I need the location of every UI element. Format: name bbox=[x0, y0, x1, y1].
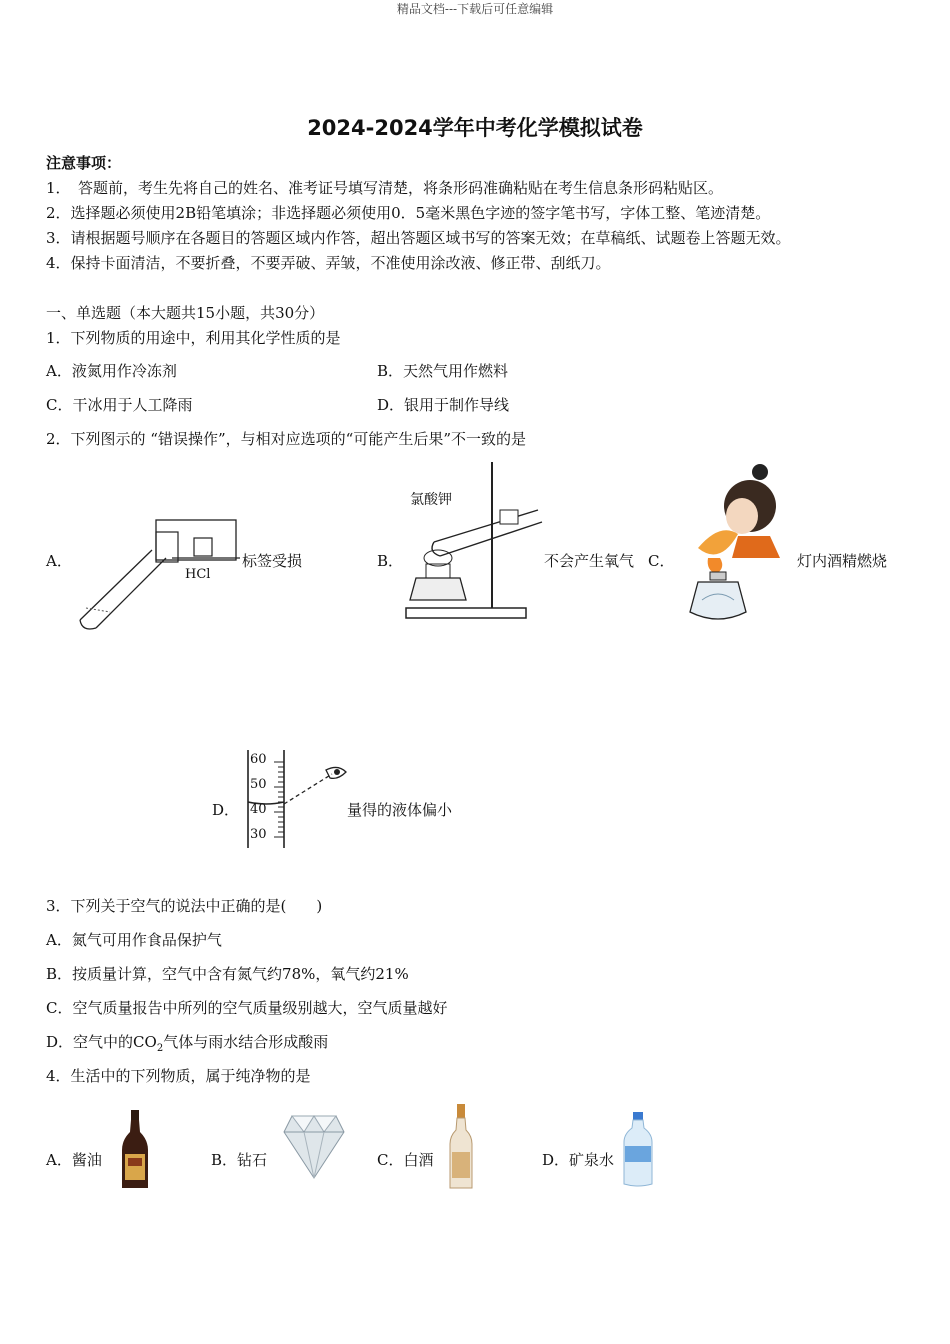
q2-a-hcl-label: HCl bbox=[185, 567, 211, 582]
notice-item: 3．请根据题号顺序在各题目的答题区域内作答，超出答题区域书写的答案无效；在草稿纸、试题卷上答题无效。 bbox=[46, 229, 791, 247]
q2-option-a-label[interactable]: A． bbox=[46, 552, 72, 570]
q2-d-tick-label: 50 bbox=[250, 777, 267, 792]
q3-option-d[interactable] bbox=[46, 1031, 328, 1054]
q3-d-text-pre: D．空气中的CO bbox=[46, 1033, 157, 1051]
q4-option-a[interactable]: A．酱油 bbox=[46, 1151, 102, 1169]
q3-d-subscript: 2 bbox=[156, 1043, 164, 1054]
question-4-stem: 4．生活中的下列物质，属于纯净物的是 bbox=[46, 1067, 311, 1085]
q4-option-c[interactable]: C．白酒 bbox=[377, 1151, 434, 1169]
q3-option-c[interactable]: C．空气质量报告中所列的空气质量级别越大，空气质量越好 bbox=[46, 999, 448, 1017]
header-note: 精品文档---下载后可任意编辑 bbox=[396, 2, 554, 16]
page-title: 2024-2024学年中考化学模拟试卷 bbox=[307, 116, 643, 140]
q1-option-d[interactable]: D．银用于制作导线 bbox=[377, 396, 510, 414]
q2-b-consequence: 不会产生氧气 bbox=[544, 552, 635, 570]
notice-item: 4．保持卡面清洁，不要折叠，不要弄破、弄皱，不准使用涂改液、修正带、刮纸刀。 bbox=[46, 254, 611, 272]
notice-item: 2．选择题必须使用2B铅笔填涂；非选择题必须使用0．5毫米黑色字迹的签字笔书写，字体工整、笔迹清楚。 bbox=[46, 204, 771, 222]
q3-option-b[interactable]: B．按质量计算，空气中含有氮气约78%，氧气约21% bbox=[46, 965, 409, 983]
q2-c-consequence: 灯内酒精燃烧 bbox=[797, 552, 888, 570]
q1-option-c[interactable]: C．干冰用于人工降雨 bbox=[46, 396, 193, 414]
notice-item: 1． 答题前，考生先将自己的姓名、准考证号填写清楚，将条形码准确粘贴在考生信息条形码粘贴区。 bbox=[46, 179, 724, 197]
section-heading: 一、单选题（本大题共15小题，共30分） bbox=[46, 304, 325, 322]
q2-d-tick-label: 40 bbox=[250, 802, 267, 817]
q2-d-tick-label: 60 bbox=[250, 752, 267, 767]
q2-d-tick-label: 30 bbox=[250, 827, 267, 842]
question-2-stem: 2．下列图示的 “错误操作”，与相对应选项的“可能产生后果”不一致的是 bbox=[46, 430, 526, 448]
question-1-stem: 1．下列物质的用途中，利用其化学性质的是 bbox=[46, 329, 341, 347]
mineral-water-bottle-image bbox=[622, 1112, 654, 1188]
question-3-stem: 3．下列关于空气的说法中正确的是( ) bbox=[46, 897, 323, 915]
q2-option-b-label[interactable]: B． bbox=[377, 552, 404, 570]
q4-option-d[interactable]: D．矿泉水 bbox=[542, 1151, 615, 1169]
q3-option-a[interactable]: A．氮气可用作食品保护气 bbox=[46, 931, 222, 949]
diamond-image bbox=[282, 1112, 346, 1184]
q2-c-figure bbox=[680, 462, 790, 630]
q2-option-d-label[interactable]: D． bbox=[212, 801, 240, 819]
q2-option-c-label[interactable]: C． bbox=[648, 552, 675, 570]
q2-a-figure bbox=[72, 512, 242, 632]
q2-d-consequence: 量得的液体偏小 bbox=[347, 801, 453, 819]
q4-option-b[interactable]: B．钻石 bbox=[211, 1151, 268, 1169]
q2-a-consequence: 标签受损 bbox=[242, 552, 303, 570]
q2-b-figure bbox=[404, 460, 544, 625]
q1-option-a[interactable]: A．液氮用作冷冻剂 bbox=[46, 362, 177, 380]
q1-option-b[interactable]: B．天然气用作燃料 bbox=[377, 362, 509, 380]
notice-heading: 注意事项： bbox=[46, 154, 122, 172]
q3-d-text-post: 气体与雨水结合形成酸雨 bbox=[163, 1033, 329, 1051]
q2-b-kclo3-label: 氯酸钾 bbox=[410, 492, 452, 508]
liquor-bottle-image bbox=[448, 1104, 474, 1190]
soy-sauce-bottle-image bbox=[120, 1110, 150, 1190]
